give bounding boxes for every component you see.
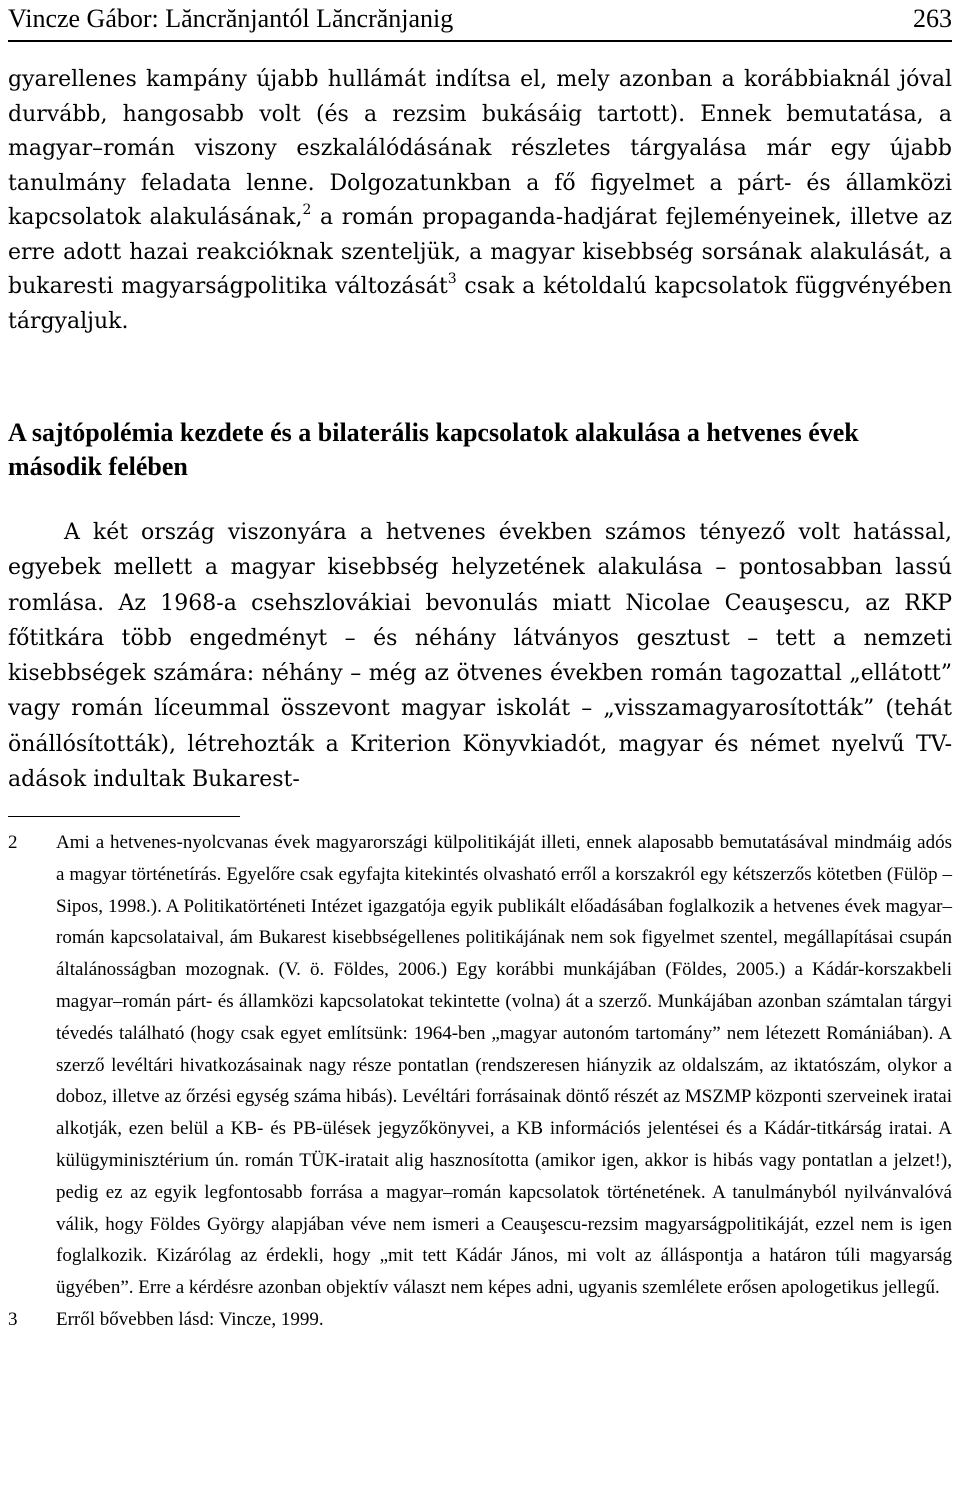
intro-text-part-1: gyarellenes kampány újabb hullámát indítsa el, mely azonban a korábbiaknál jóval durvább, hangosabb volt (és a rezsim bukásáig tartott). Ennek bemutatása, a magyar–román viszony eszkalálódásának részletes tárgyalása már egy újabb tanulmány feladata lenne. Dolgozatunkban a fő figyelmet a párt- és államközi kapcsolatok alakulásának,: [8, 67, 952, 230]
footnotes: [8, 827, 952, 1336]
intro-text-part-3: csak a kétoldalú kapcsolatok függvényében tárgyaljuk.: [8, 274, 952, 334]
intro-paragraph: [8, 63, 952, 339]
footnote-number: 3: [8, 1308, 18, 1330]
page-number: 263: [913, 4, 952, 33]
running-header: [8, 4, 952, 42]
footnote-text: Ami a hetvenes-nyolcvanas évek magyarországi külpolitikáját illeti, ennek alaposabb bemutatásával mindmáig adós a magyar történetírás. Egyelőre csak egyfajta kitekintés olvasható erről a korszakról egy kétszerzős kötetben (Fülöp – Sipos, 1998.). A Politikatörténeti Intézet igazgatója egyik publikált előadásában foglalkozik a hetvenes évek magyar–román kapcsolataival, ám Bukarest kisebbségellenes politikájának nem sok figyelmet szentel, megállapításai csupán általánosságban mozognak. (V. ö. Földes, 2006.) Egy korábbi munkájában (Földes, 2005.) a Kádár-korszakbeli magyar–román párt- és államközi kapcsolatokat tekintette (volna) át a szerző. Munkájában azonban számtalan tárgyi tévedés található (hogy csak egyet említsünk: 1964-ben „magyar autonóm tartomány” nem létezett Romániában). A szerző levéltári hivatkozásainak nagy része pontatlan (rendszeresen hiányzik az oldalszám, az iktatószám, olykor a doboz, illetve az őrzési egység száma hibás). Levéltári forrásainak döntő részét az MSZMP központi szerveinek iratai alkotják, ezen belül a KB- és PB-ülések jegyzőkönyvei, a KB információs jelentései és a Kádár-titkárság iratai. A külügyminisztérium ún. román TÜK-iratait alig hasznosította (amikor igen, akkor is hibás vagy pontatlan a jelzet!), pedig ez az egyik legfontosabb forrása a magyar–román kapcsolatok történetének. A tanulmányból nyilvánvalóvá válik, hogy Földes György alapjában véve nem ismeri a Ceauşescu-rezsim magyarságpolitikáját, ezzel nem is igen foglalkozik. Kizárólag az érdekli, hogy „mit tett Kádár János, mi volt az álláspontja a határon túli magyarság ügyében”. Erre a kérdésre azonban objektív választ nem képes adni, ugyanis szemlélete erősen apologetikus jellegű.: [56, 832, 952, 1299]
footnote-ref-3[interactable]: 3: [447, 271, 457, 287]
footnote-2: [8, 827, 952, 1304]
footnote-divider: [8, 816, 240, 817]
footnote-3: [8, 1304, 952, 1336]
section-paragraph: A két ország viszonyára a hetvenes években számos tényező volt hatással, egyebek mellett a magyar kisebbség helyzetének alakulása – pontosabban lassú romlása. Az 1968-a csehszlovákiai bevonulás miatt Nicolae Ceauşescu, az RKP főtitkára több engedményt – és néhány látványos gesztust – tett a nemzeti kisebbségek számára: néhány – még az ötvenes években román tagozattal „ellátott” vagy román líceummal összevont magyar iskolát – „visszamagyarosították” (tehát önállósították), létrehozták a Kriterion Könyvkiadót, magyar és német nyelvű TV-adások indultak Bukarest-: [8, 520, 952, 793]
body-text: [8, 63, 952, 339]
running-title: Vincze Gábor: Lăncrănjantól Lăncrănjanig: [8, 4, 454, 33]
document-page: [8, 0, 952, 1502]
footnote-ref-2[interactable]: 2: [302, 202, 312, 218]
footnote-text: Erről bővebben lásd: Vincze, 1999.: [56, 1308, 324, 1330]
intro-text-part-2: a román propaganda-hadjárat fejleményeinek, illetve az erre adott hazai reakcióknak szenteljük, a magyar kisebbség sorsának alakulását, a bukaresti magyarságpolitika változását: [8, 205, 952, 299]
footnote-number: 2: [8, 832, 18, 853]
section-heading: A sajtópolémia kezdete és a bilaterális kapcsolatok alakulása a hetvenes évek második felében: [8, 418, 859, 481]
